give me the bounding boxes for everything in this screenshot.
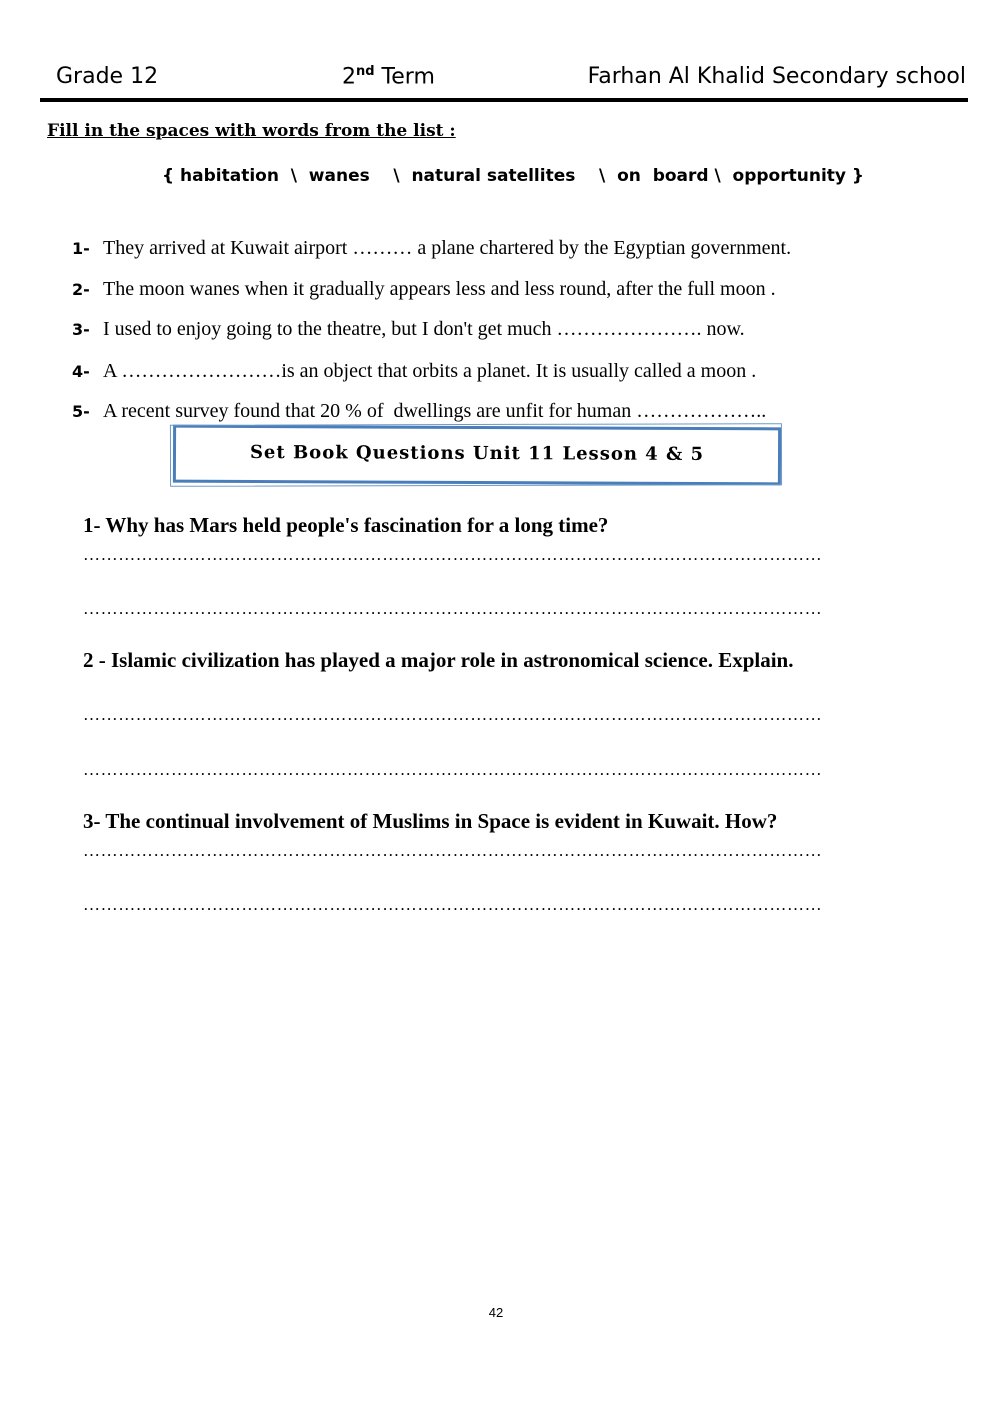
fill-item	[62, 214, 791, 260]
page-header	[40, 58, 968, 102]
item-text: They arrived at Kuwait airport ……… a plane chartered by the Egyptian government.	[103, 237, 792, 259]
item-number: 1-	[72, 239, 90, 258]
word-list: { habitation \ wanes \ natural satellites \ on board \ opportunity }	[162, 166, 865, 186]
answer-line: ………………………………………………………………………………………………………………	[83, 705, 823, 724]
question-1: 1- Why has Mars held people's fascination for a long time?	[83, 513, 609, 537]
school-name: Farhan Al Khalid Secondary school	[587, 64, 966, 89]
question-3: 3- The continual involvement of Muslims in Space is evident in Kuwait. How?	[83, 809, 778, 833]
item-text: A ……………………is an object that orbits a planet. It is usually called a moon .	[103, 360, 757, 382]
item-number: 5-	[72, 402, 90, 421]
page-number: 42	[488, 1305, 504, 1320]
item-number: 4-	[72, 362, 90, 381]
answer-line: ………………………………………………………………………………………………………………	[83, 545, 823, 564]
fill-item	[62, 295, 745, 341]
item-text: I used to enjoy going to the theatre, but I don't get much …………………. now.	[103, 318, 745, 340]
question-2: 2 - Islamic civilization has played a major role in astronomical science. Explain.	[83, 648, 794, 672]
grade-label: Grade 12	[56, 64, 159, 89]
answer-line: ………………………………………………………………………………………………………………	[83, 760, 823, 779]
item-text: A recent survey found that 20 % of dwellings are unfit for human ………………..	[103, 400, 767, 422]
fill-item	[62, 377, 766, 423]
answer-line: ………………………………………………………………………………………………………………	[83, 841, 823, 860]
item-text: The moon wanes when it gradually appears less and less round, after the full moon .	[103, 278, 776, 300]
section-title-box	[173, 425, 781, 486]
section-title: Set Book Questions Unit 11 Lesson 4 & 5	[249, 442, 705, 465]
term-label: 2nd Term	[342, 64, 435, 90]
item-number: 2-	[72, 280, 90, 299]
answer-line: ………………………………………………………………………………………………………………	[83, 599, 823, 618]
item-number: 3-	[72, 320, 90, 339]
instruction-heading: Fill in the spaces with words from the list :	[47, 121, 456, 141]
answer-line: ………………………………………………………………………………………………………………	[83, 895, 823, 914]
